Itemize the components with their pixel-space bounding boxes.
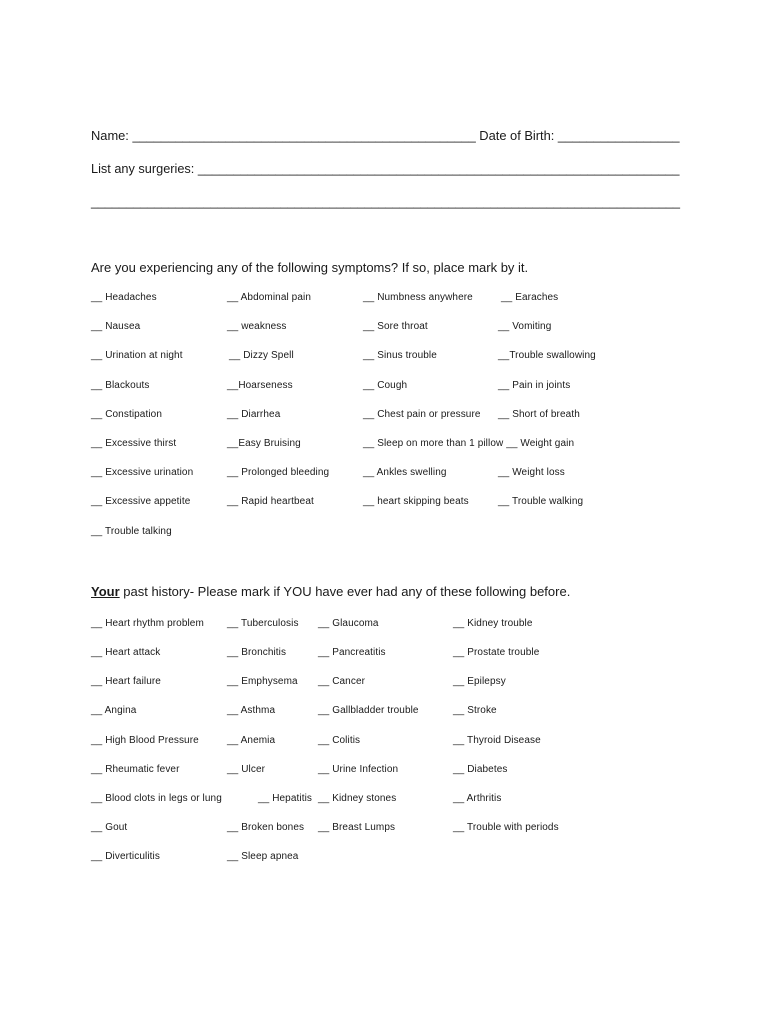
symptom-item[interactable]: __Trouble swallowing bbox=[498, 350, 596, 361]
history-item[interactable]: __ Urine Infection bbox=[318, 764, 399, 775]
history-item[interactable]: __ Heart failure bbox=[91, 676, 161, 687]
history-item[interactable]: __ Diverticulitis bbox=[91, 851, 160, 862]
symptom-item[interactable]: __ Cough bbox=[363, 380, 408, 391]
symptom-item[interactable]: __ Trouble walking bbox=[498, 496, 584, 507]
history-item[interactable]: __ High Blood Pressure bbox=[91, 735, 199, 746]
history-item[interactable]: __ Pancreatitis bbox=[318, 647, 386, 658]
history-heading bbox=[91, 584, 570, 599]
symptom-item[interactable]: __ Rapid heartbeat bbox=[227, 496, 314, 507]
history-item[interactable]: __ Broken bones bbox=[227, 822, 305, 833]
history-item[interactable]: __ Trouble with periods bbox=[453, 822, 559, 833]
symptom-item[interactable]: __ Excessive appetite bbox=[91, 496, 191, 507]
history-item[interactable]: __ Colitis bbox=[318, 735, 361, 746]
history-item[interactable]: __ Hepatitis bbox=[258, 793, 313, 804]
history-item[interactable]: __ Emphysema bbox=[227, 676, 298, 687]
history-item[interactable]: __ Prostate trouble bbox=[453, 647, 540, 658]
history-heading-text: past history- Please mark if YOU have ever had any of these following before. bbox=[119, 584, 571, 599]
history-item[interactable]: __ Diabetes bbox=[453, 764, 508, 775]
history-item[interactable]: __ Arthritis bbox=[453, 793, 502, 804]
history-item[interactable]: __ Gallbladder trouble bbox=[318, 705, 419, 716]
symptom-item[interactable]: __ Numbness anywhere bbox=[363, 292, 473, 303]
symptom-item[interactable]: __Hoarseness bbox=[227, 380, 293, 391]
symptom-item[interactable]: __ weakness bbox=[227, 321, 287, 332]
history-item[interactable]: __ Cancer bbox=[318, 676, 366, 687]
symptom-item[interactable]: __ Sleep on more than 1 pillow __ Weight gain bbox=[363, 438, 575, 449]
history-item[interactable]: __ Bronchitis bbox=[227, 647, 287, 658]
history-item[interactable]: __ Anemia bbox=[227, 735, 276, 746]
history-item[interactable]: __ Kidney trouble bbox=[453, 618, 533, 629]
symptom-item[interactable]: __ Blackouts bbox=[91, 380, 150, 391]
history-item[interactable]: __ Breast Lumps bbox=[318, 822, 396, 833]
history-item[interactable]: __ Epilepsy bbox=[453, 676, 506, 687]
symptom-item[interactable]: __ Pain in joints bbox=[498, 380, 571, 391]
symptom-item[interactable]: __ Chest pain or pressure bbox=[363, 409, 481, 420]
history-item[interactable]: __ Glaucoma bbox=[318, 618, 379, 629]
history-item[interactable]: __ Ulcer bbox=[227, 764, 266, 775]
surgeries-line[interactable]: List any surgeries: ____________________________________________________________________ bbox=[91, 161, 680, 176]
symptom-item[interactable]: __ heart skipping beats bbox=[363, 496, 469, 507]
symptom-item[interactable]: __ Diarrhea bbox=[227, 409, 281, 420]
symptom-item[interactable]: __ Ankles swelling bbox=[363, 467, 447, 478]
symptom-item[interactable]: __ Prolonged bleeding bbox=[227, 467, 330, 478]
symptom-item[interactable]: __ Excessive urination bbox=[91, 467, 194, 478]
history-item[interactable]: __ Rheumatic fever bbox=[91, 764, 180, 775]
symptom-item[interactable]: __ Headaches bbox=[91, 292, 157, 303]
symptom-item[interactable]: __ Nausea bbox=[91, 321, 141, 332]
symptom-item[interactable]: __ Urination at night bbox=[91, 350, 183, 361]
history-item[interactable]: __ Kidney stones bbox=[318, 793, 397, 804]
symptom-item[interactable]: __ Abdominal pain bbox=[227, 292, 311, 303]
history-item[interactable]: __ Heart attack bbox=[91, 647, 161, 658]
surgeries-blank-line[interactable]: ____________________________________________________________________________________ bbox=[91, 195, 681, 209]
history-item[interactable]: __ Tuberculosis bbox=[227, 618, 299, 629]
symptom-item[interactable]: __ Earaches bbox=[501, 292, 559, 303]
symptom-item[interactable]: __ Sinus trouble bbox=[363, 350, 437, 361]
history-item[interactable]: __ Thyroid Disease bbox=[453, 735, 541, 746]
symptom-item[interactable]: __ Vomiting bbox=[498, 321, 552, 332]
history-item[interactable]: __ Gout bbox=[91, 822, 128, 833]
history-heading-emphasis: Your bbox=[91, 584, 120, 599]
symptom-item[interactable]: __ Trouble talking bbox=[91, 526, 172, 537]
history-item[interactable]: __ Heart rhythm problem bbox=[91, 618, 204, 629]
symptom-item[interactable]: __ Short of breath bbox=[498, 409, 580, 420]
history-item[interactable]: __ Angina bbox=[91, 705, 137, 716]
symptom-item[interactable]: __ Dizzy Spell bbox=[229, 350, 294, 361]
symptom-item[interactable]: __Easy Bruising bbox=[227, 438, 301, 449]
symptom-item[interactable]: __ Excessive thirst bbox=[91, 438, 177, 449]
symptoms-heading: Are you experiencing any of the following symptoms? If so, place mark by it. bbox=[91, 260, 529, 275]
history-item[interactable]: __ Blood clots in legs or lung bbox=[91, 793, 222, 804]
symptom-item[interactable]: __ Sore throat bbox=[363, 321, 428, 332]
symptom-item[interactable]: __ Weight loss bbox=[498, 467, 565, 478]
history-item[interactable]: __ Sleep apnea bbox=[227, 851, 299, 862]
name-dob-line[interactable]: Name: ________________________________________________ Date of Birth: _________________ bbox=[91, 128, 680, 143]
history-item[interactable]: __ Stroke bbox=[453, 705, 497, 716]
history-item[interactable]: __ Asthma bbox=[227, 705, 276, 716]
symptom-item[interactable]: __ Constipation bbox=[91, 409, 162, 420]
